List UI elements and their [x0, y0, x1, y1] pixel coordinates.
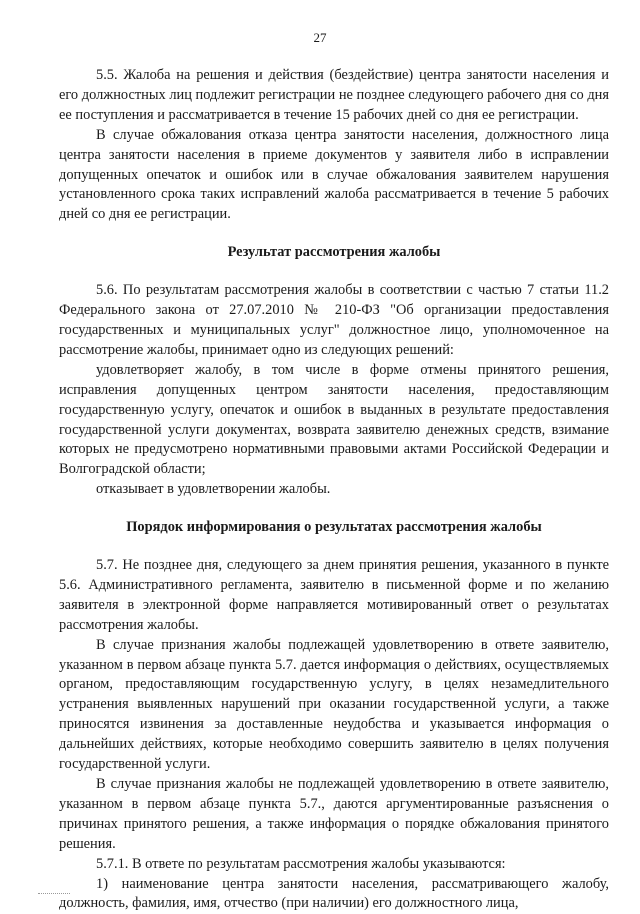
heading-complaint-result: Результат рассмотрения жалобы: [227, 244, 441, 261]
paragraph-5-7-satisfied: В случае признания жалобы подлежащей удовлетворению в ответе заявителю, указанном в первом абзаце пункта 5.7. дается информация о действиях, осуществляемых органом, предоставляющим государственную услугу, в целях незамедлительного устранения выявленных нарушений при оказании государственной услуги, а также приносятся извинения за доставленные неудобства и указывается информация о дальнейших действиях, которые необходимо совершить заявителю в целях получения государственной услуги.: [59, 636, 609, 773]
paragraph-5-5: 5.5. Жалоба на решения и действия (бездействие) центра занятости населения и его должностных лиц подлежит регистрации не позднее следующего рабочего дня со дня ее поступления и рассматривается в течение 15 рабочих дней со дня ее регистрации.: [59, 67, 609, 123]
paragraph-5-6-refuse: отказывает в удовлетворении жалобы.: [96, 481, 331, 498]
paragraph-5-6: 5.6. По результатам рассмотрения жалобы в соответствии с частью 7 статьи 11.2 Федерального закона от 27.07.2010 № 210-ФЗ "Об организации предоставления государственных и муниципальных услуг" должностное лицо, уполномоченное на рассмотрение жалобы, принимает одно из следующих решений:: [59, 282, 609, 358]
paragraph-5-7-1: 5.7.1. В ответе по результатам рассмотрения жалобы указываются:: [96, 855, 506, 872]
paragraph-5-7: 5.7. Не позднее дня, следующего за днем принятия решения, указанного в пункте 5.6. Административного регламента, заявителю в письменной форме и по желанию заявителя в электронной форме направляется мотивированный ответ о результатах рассмотрения жалобы.: [59, 557, 609, 633]
page-content: [59, 66, 609, 914]
scan-footer-mark: [38, 893, 70, 894]
paragraph-5-5-appeal-refusal: В случае обжалования отказа центра занятости населения, должностного лица центра занятости населения в приеме документов у заявителя либо в исправлении допущенных опечаток и ошибок или в случае обжалования заявителем нарушения установленного срока таких исправлений жалоба рассматривается в течение 5 рабочих дней со дня ее регистрации.: [59, 126, 609, 223]
paragraph-5-7-1-item-1: 1) наименование центра занятости населения, рассматривающего жалобу, должность, фамилия, имя, отчество (при наличии) его должностного лица,: [59, 875, 609, 912]
paragraph-5-6-satisfy: удовлетворяет жалобу, в том числе в форме отмены принятого решения, исправления допущенных центром занятости населения, предоставляющим государственную услугу, опечаток и ошибок в выданных в результате предоставления государственной услуги документах, возврата заявителю денежных средств, взимание которых не предусмотрено нормативными правовыми актами Российской Федерации и Волгоградской области;: [59, 361, 609, 478]
heading-informing-procedure: Порядок информирования о результатах рассмотрения жалобы: [126, 519, 542, 536]
paragraph-5-7-not-satisfied: В случае признания жалобы не подлежащей удовлетворению в ответе заявителю, указанном в первом абзаце пункта 5.7., даются аргументированные разъяснения о причинах принятого решения, а также информация о порядке обжалования принятого решения.: [59, 776, 609, 852]
page-number: 27: [313, 30, 327, 45]
